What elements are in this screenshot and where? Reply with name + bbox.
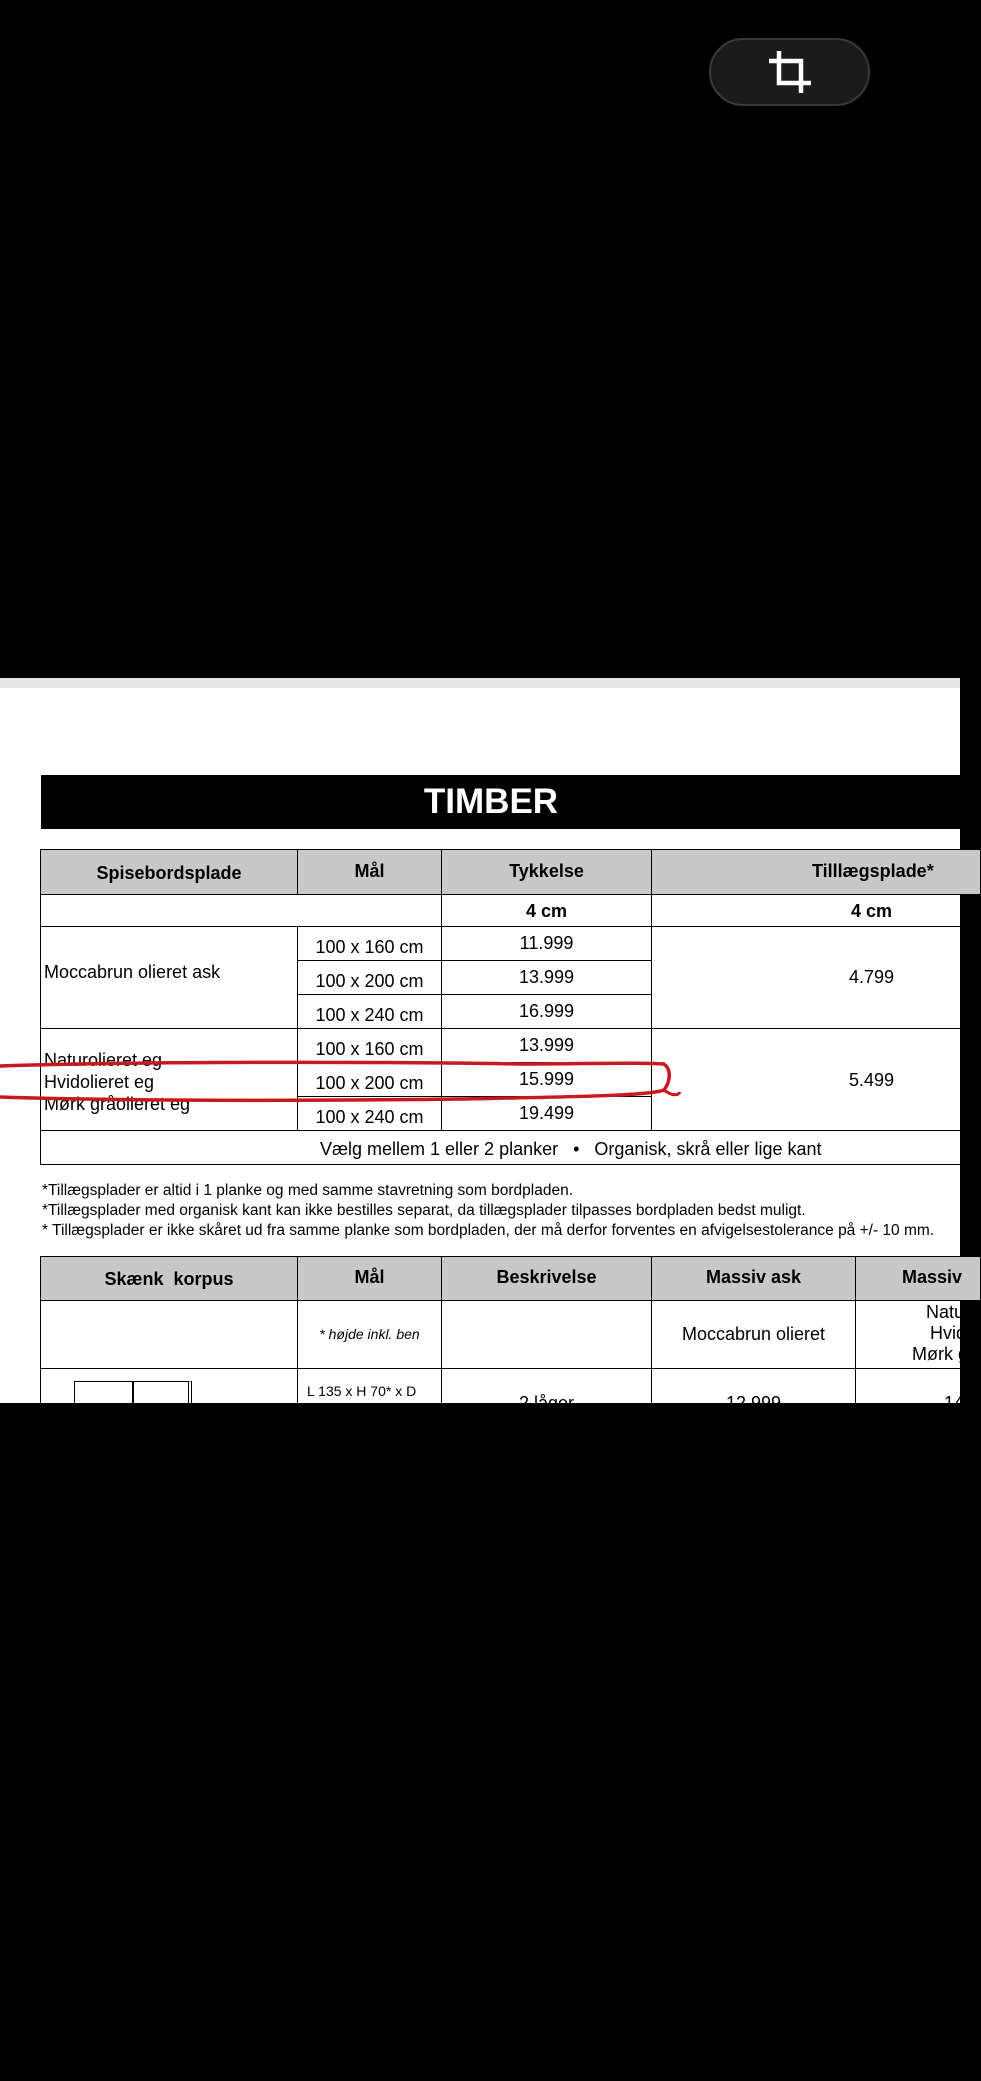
- oak-finish-1: Natu: [926, 1302, 965, 1322]
- header-size: Mål: [354, 861, 385, 881]
- note-1: *Tillægsplader er altid i 1 planke og med samme stavretning som bordpladen.: [42, 1182, 574, 1199]
- size-value: 100 x 200 cm: [315, 971, 424, 991]
- extension-price-cell: [651, 1028, 981, 1131]
- group1-name: Moccabrun olieret ask: [44, 962, 221, 982]
- title-bar: [41, 775, 981, 829]
- header-solid-ash: Massiv ask: [705, 1267, 802, 1287]
- size-value: 100 x 240 cm: [315, 1005, 424, 1025]
- thickness-value: 4 cm: [525, 901, 568, 921]
- choice-text: Vælg mellem 1 eller 2 planker • Organisk, skrå eller lige kant: [320, 1139, 822, 1159]
- price-value: 13.999: [518, 967, 575, 987]
- subrow-cell: [40, 1300, 298, 1369]
- crop-button[interactable]: [709, 38, 870, 106]
- size-value: 100 x 200 cm: [315, 1073, 424, 1093]
- price-value: 11.999: [519, 933, 574, 953]
- header-tabletop: Spisebordsplade: [96, 863, 242, 883]
- group2-name-1: Naturolieret eg: [44, 1050, 163, 1070]
- subheader-cell: [651, 894, 981, 927]
- header-sideboard: Skænk korpus: [104, 1269, 234, 1289]
- subheader-cell: [40, 894, 442, 927]
- document-photo: [0, 678, 968, 1413]
- extension-price-value: 5.499: [849, 1070, 895, 1090]
- price-value: 16.999: [518, 1001, 575, 1021]
- size-value: 100 x 160 cm: [315, 937, 424, 957]
- price-value: 19.499: [518, 1103, 575, 1123]
- price-value: 15.999: [518, 1069, 575, 1089]
- extension-thickness-value: 4 cm: [851, 901, 893, 921]
- sideboard-size: L 135 x H 70* x D: [307, 1383, 417, 1399]
- photo-edge: [0, 678, 960, 688]
- document-title: TIMBER: [423, 782, 559, 821]
- note-3: * Tillægsplader er ikke skåret ud fra samme planke som bordpladen, der må derfor forventes en afvigelsestolerance på +/- 10 mm.: [42, 1222, 935, 1239]
- size-value: 100 x 160 cm: [315, 1039, 424, 1059]
- oak-finish-2: Hvid: [930, 1323, 967, 1343]
- extension-price-cell: [651, 926, 981, 1029]
- header-extension: Tilllægsplade*: [812, 861, 934, 881]
- oak-finish-3: Mørk g: [912, 1344, 968, 1364]
- header-thickness: Tykkelse: [509, 861, 584, 881]
- crop-icon: [767, 49, 813, 95]
- group2-name-2: Hvidolieret eg: [44, 1072, 155, 1092]
- sideboard-description: 2 låger: [518, 1393, 575, 1413]
- height-note: * højde inkl. ben: [319, 1326, 420, 1342]
- extension-price-value: 4.799: [849, 967, 895, 987]
- header-description: Beskrivelse: [496, 1267, 597, 1287]
- subrow-cell: [441, 1300, 652, 1369]
- size-value: 100 x 240 cm: [315, 1107, 424, 1127]
- header-solid-oak: Massiv: [902, 1267, 963, 1287]
- price-value: 13.999: [518, 1035, 575, 1055]
- note-2: *Tillægsplader med organisk kant kan ikke bestilles separat, da tillægsplader tilpasses bordpladen bedst muligt.: [42, 1202, 806, 1219]
- ash-finish: Moccabrun olieret: [681, 1324, 826, 1344]
- group2-name-3: Mørk gråolieret eg: [44, 1094, 191, 1114]
- sideboard-price-ash: 12.999: [725, 1393, 782, 1413]
- sideboard-price-oak: 14: [944, 1393, 965, 1413]
- header-size: Mål: [354, 1267, 385, 1287]
- sideboard-drawing: [74, 1381, 192, 1421]
